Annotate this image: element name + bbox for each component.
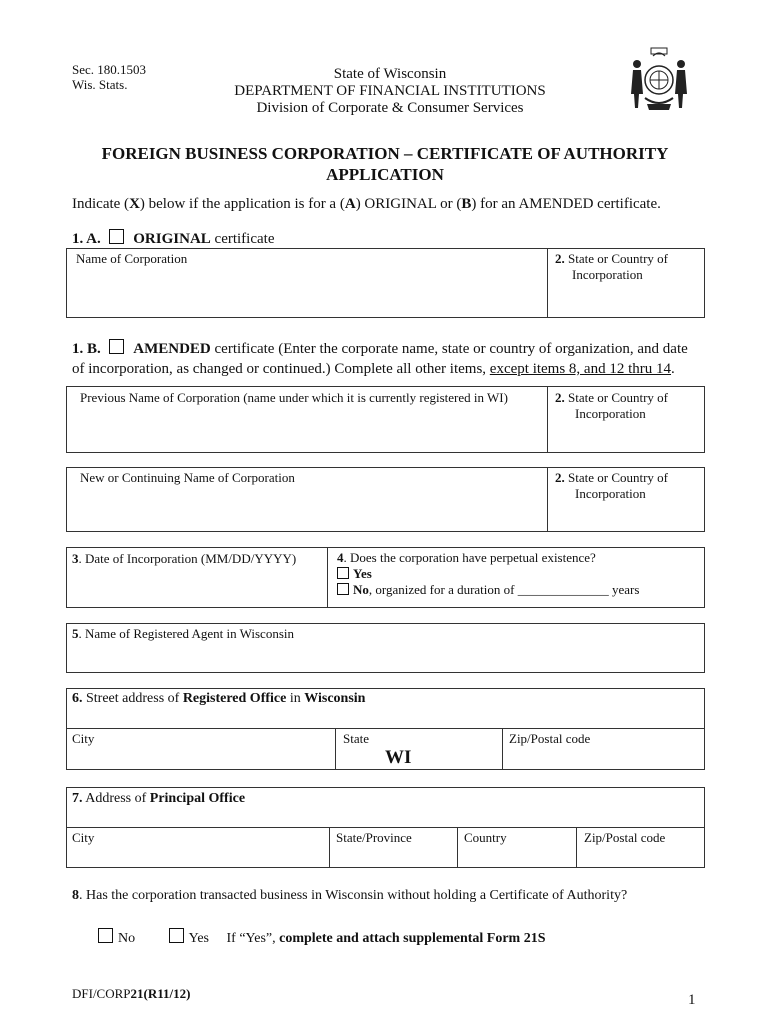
instruction-part: ) for an AMENDED certificate. [471, 196, 661, 212]
previous-state-field[interactable] [555, 390, 668, 422]
divider [547, 386, 548, 453]
state-of-incorporation-field[interactable] [555, 251, 668, 283]
item-6-number: 6. [72, 691, 83, 706]
perpetual-no-checkbox[interactable] [337, 583, 349, 595]
item-6-label: Street address of [82, 691, 183, 706]
item-2-number: 2. [555, 390, 565, 405]
amended-checkbox[interactable] [109, 339, 124, 354]
principal-office-street-field[interactable] [72, 791, 245, 807]
item-6-label-bold: Wisconsin [304, 691, 366, 706]
department-name: DEPARTMENT OF FINANCIAL INSTITUTIONS [234, 83, 546, 99]
item-4-label: . Does the corporation have perpetual existence? [343, 550, 596, 565]
principal-office-city-field[interactable]: City [72, 830, 95, 845]
item-2-number: 2. [555, 251, 565, 266]
duration-field[interactable]: , organized for a duration of ______________ years [368, 582, 640, 597]
statute-section: Sec. 180.1503 [72, 62, 147, 77]
instruction-part: Indicate ( [72, 196, 130, 212]
supplemental-instruction-bold: complete and attach supplemental Form 21S [279, 931, 546, 946]
item-2-label-line2: Incorporation [575, 406, 646, 421]
instruction-text [72, 196, 661, 213]
principal-office-country-field[interactable]: Country [464, 830, 507, 845]
form-title-line2: APPLICATION [326, 165, 444, 184]
item-3-number: 3 [72, 551, 79, 566]
registered-agent-field[interactable] [72, 626, 294, 642]
previous-name-field[interactable]: Previous Name of Corporation (name under which it is currently registered in WI) [80, 390, 508, 405]
wisconsin-state-seal [627, 46, 691, 114]
divider [547, 467, 548, 532]
unauthorized-business-no-checkbox[interactable] [98, 928, 113, 943]
divider [576, 827, 577, 868]
section-1b-heading [72, 339, 712, 379]
instruction-b: B [461, 196, 472, 212]
amended-description-line2: of incorporation, as changed or continued.) Complete all other items, [72, 361, 490, 377]
division-name: Division of Corporate & Consumer Services [256, 100, 524, 116]
divider [457, 827, 458, 868]
unauthorized-business-no-label: No [118, 931, 136, 946]
amended-exceptions: except items 8, and 12 thru 14 [489, 361, 672, 377]
item-6-label: in [286, 691, 305, 706]
amended-label: AMENDED [133, 341, 211, 357]
new-name-field[interactable]: New or Continuing Name of Corporation [80, 470, 295, 485]
statute-source: Wis. Stats. [72, 77, 128, 92]
amended-description: certificate (Enter the corporate name, state or country of organization, and date [210, 341, 688, 357]
registered-office-state-value: WI [385, 747, 412, 768]
item-2-label: State or Country of [564, 470, 669, 485]
registered-office-street-field[interactable] [72, 691, 365, 707]
statute-reference [72, 62, 146, 92]
registered-office-zip-field[interactable]: Zip/Postal code [509, 731, 591, 746]
original-label-rest: certificate [210, 231, 275, 247]
item-7-number: 7. [72, 791, 83, 806]
item-2-label: State or Country of [564, 390, 669, 405]
corporation-name-field[interactable]: Name of Corporation [76, 251, 188, 266]
divider [66, 827, 705, 828]
form-number [72, 986, 190, 1002]
registered-office-state-label: State [343, 731, 369, 746]
perpetual-yes-label: Yes [353, 566, 372, 581]
section-1a-number: 1. A. [72, 231, 101, 247]
item-2-label-line2: Incorporation [572, 267, 643, 282]
item-8-label: . Has the corporation transacted business in Wisconsin without holding a Certificate of Authority? [79, 888, 628, 903]
amended-description-end: . [671, 361, 675, 377]
divider [329, 827, 330, 868]
form-title-line1: FOREIGN BUSINESS CORPORATION – CERTIFICATE OF AUTHORITY [101, 144, 669, 163]
instruction-a: A [344, 196, 356, 212]
instruction-part: ) below if the application is for a ( [139, 196, 345, 212]
item-5-label: . Name of Registered Agent in Wisconsin [78, 626, 295, 641]
item-7-label-bold: Principal Office [149, 791, 246, 806]
original-label: ORIGINAL [133, 231, 211, 247]
perpetual-existence-question [337, 550, 639, 598]
form-number-prefix: DFI/CORP [72, 986, 131, 1001]
unauthorized-business-yes-checkbox[interactable] [169, 928, 184, 943]
divider [335, 728, 336, 770]
divider [327, 547, 328, 608]
section-8-question [72, 888, 627, 904]
item-4-number: 4 [337, 550, 344, 565]
item-8-number: 8 [72, 888, 79, 903]
item-5-number: 5 [72, 626, 79, 641]
item-7-label: Address of [82, 791, 150, 806]
section-8-options [98, 928, 546, 947]
divider [547, 248, 548, 318]
instruction-part: ) ORIGINAL or ( [355, 196, 462, 212]
section-1b-number: 1. B. [72, 341, 101, 357]
principal-office-zip-field[interactable]: Zip/Postal code [584, 830, 666, 845]
unauthorized-business-yes-label: Yes [188, 931, 209, 946]
item-2-label: State or Country of [564, 251, 669, 266]
new-state-field[interactable] [555, 470, 668, 502]
section-1a-heading [72, 229, 274, 248]
item-2-number: 2. [555, 470, 565, 485]
principal-office-state-field[interactable]: State/Province [336, 830, 412, 845]
registered-office-city-field[interactable]: City [72, 731, 95, 746]
divider [502, 728, 503, 770]
date-of-incorporation-field[interactable] [72, 551, 296, 567]
instruction-x: X [129, 196, 140, 212]
perpetual-no-label: No [353, 582, 369, 597]
item-2-label-line2: Incorporation [575, 486, 646, 501]
form-title [40, 143, 730, 185]
original-checkbox[interactable] [109, 229, 124, 244]
divider [66, 728, 705, 729]
agency-header [200, 66, 580, 117]
item-3-label: . Date of Incorporation (MM/DD/YYYY) [78, 551, 297, 566]
perpetual-yes-checkbox[interactable] [337, 567, 349, 579]
form-number-code: 21(R11/12) [130, 986, 191, 1001]
state-name: State of Wisconsin [333, 66, 447, 82]
page-number: 1 [688, 992, 696, 1008]
supplemental-instruction: If “Yes”, [226, 931, 280, 946]
item-6-label-bold: Registered Office [182, 691, 287, 706]
